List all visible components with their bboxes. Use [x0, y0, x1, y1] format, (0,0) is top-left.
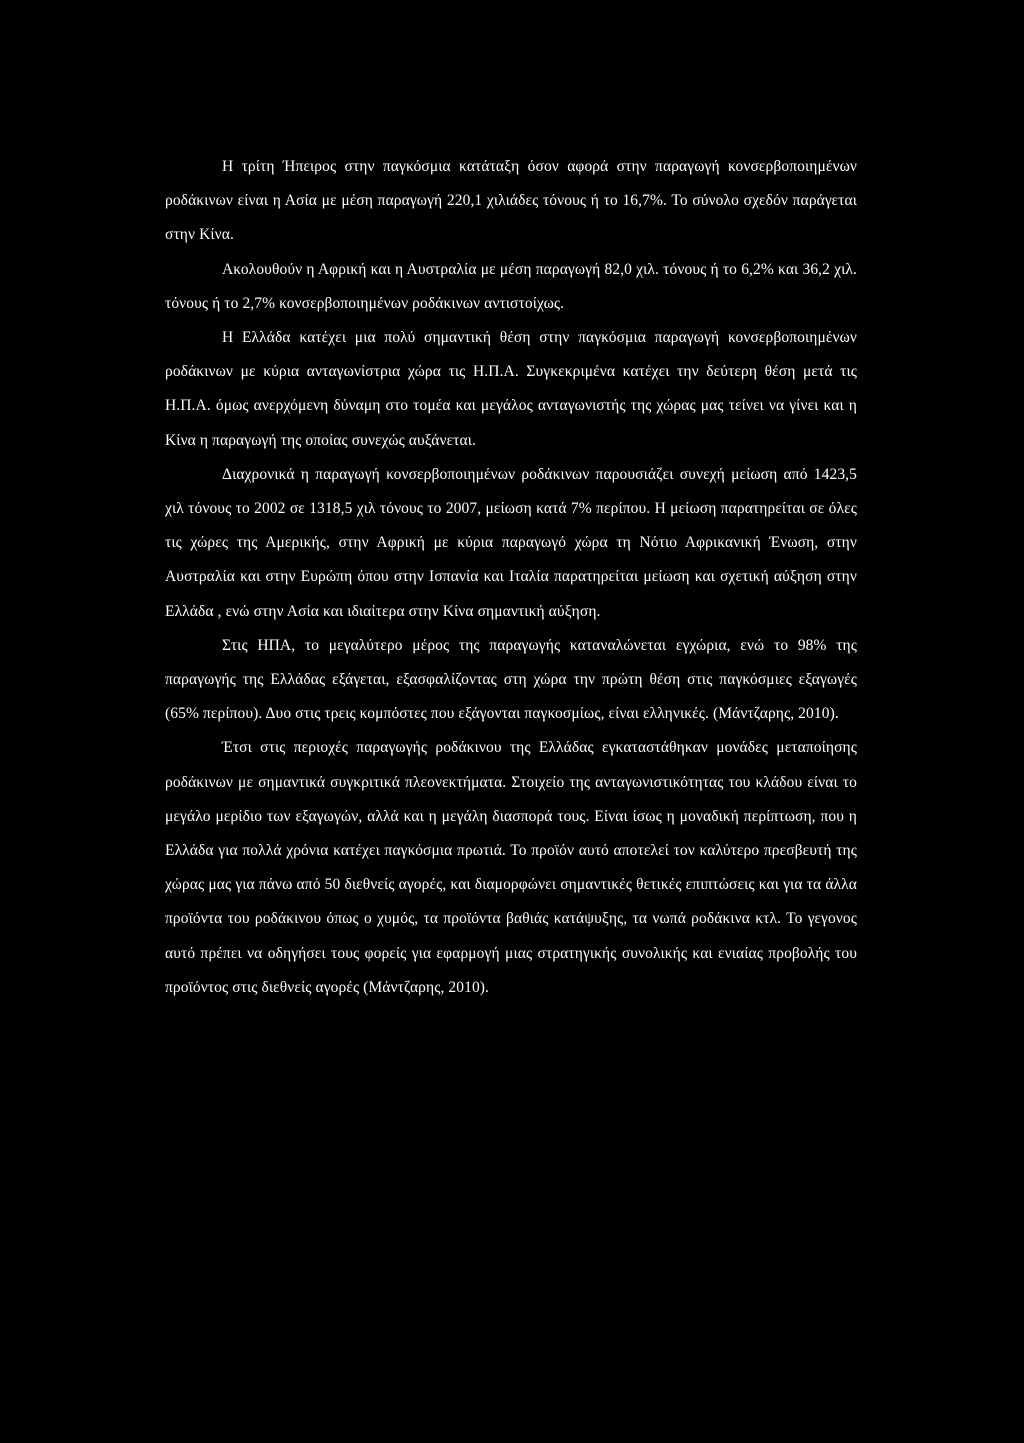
paragraph-usa-exports: Στις ΗΠΑ, το μεγαλύτερο μέρος της παραγωγής καταναλώνεται εγχώρια, ενώ το 98% της παραγωγής της Ελλάδας εξάγεται, εξασφαλίζοντας στη χώρα την πρώτη θέση στις παγκόσμιες εξαγωγές (65% περίπου). Δυο στις τρεις κομπόστες που εξάγονται παγκοσμίως, είναι ελληνικές. (Μάντζαρης, 2010).	[165, 636, 857, 723]
paragraph-africa-australia: Ακολουθούν η Αφρική και η Αυστραλία με μέση παραγωγή 82,0 χιλ. τόνους ή το 6,2% και 36,2 χιλ. τόνους ή το 2,7% κονσερβοποιημένων ροδάκινων αντιστοίχως.	[165, 260, 857, 312]
paragraph-greece-position: Η Ελλάδα κατέχει μια πολύ σημαντική θέση στην παγκόσμια παραγωγή κονσερβοποιημένων ροδάκινων με κύρια ανταγωνίστρια χώρα τις Η.Π.Α. Συγκεκριμένα κατέχει την δεύτερη θέση μετά τις Η.Π.Α. όμως ανερχόμενη δύναμη στο τομέα και μεγάλος ανταγωνιστής της χώρας μας τείνει να γίνει και η Κίνα η παραγωγή της οποίας συνεχώς αυξάνεται.	[165, 329, 857, 449]
paragraph-production-decline: Διαχρονικά η παραγωγή κονσερβοποιημένων ροδάκινων παρουσιάζει συνεχή μείωση από 1423,5 χιλ τόνους το 2002 σε 1318,5 χιλ τόνους το 2007, μείωση κατά 7% περίπου. Η μείωση παρατηρείται σε όλες τις χώρες της Αμερικής, στην Αφρική με κύρια παραγωγό χώρα τη Νότιο Αφρικανική Ένωση, στην Αυστραλία και στην Ευρώπη όπου στην Ισπανία και Ιταλία παρατηρείται μείωση και σχετική αύξηση στην Ελλάδα , ενώ στην Ασία και ιδιαίτερα στην Κίνα σημαντική αύξηση.	[165, 465, 857, 620]
paragraph-processing-units: Έτσι στις περιοχές παραγωγής ροδάκινου της Ελλάδας εγκαταστάθηκαν μονάδες μεταποίησης ροδάκινων με σημαντικά συγκριτικά πλεονεκτήματα. Στοιχείο της ανταγωνιστικότητας του κλάδου είναι το μεγάλο μερίδιο των εξαγωγών, αλλά και η μεγάλη διασπορά τους. Είναι ίσως η μοναδική περίπτωση, που η Ελλάδα για πολλά χρόνια κατέχει παγκόσμια πρωτιά. Το προϊόν αυτό αποτελεί τον καλύτερο πρεσβευτή της χώρας μας για πάνω από 50 διεθνείς αγορές, και διαμορφώνει σημαντικές θετικές επιπτώσεις και για τα άλλα προϊόντα του ροδάκινου όπως ο χυμός, τα προϊόντα βαθιάς κατάψυξης, τα νωπά ροδάκινα κτλ. Το γεγονος αυτό πρέπει να οδηγήσει τους φορείς για εφαρμογή μιας στρατηγικής συνολικής και ενιαίας προβολής του προϊόντος στις διεθνείς αγορές (Μάντζαρης, 2010).	[165, 739, 857, 996]
body-text	[165, 150, 857, 1005]
paragraph-asia-production: Η τρίτη Ήπειρος στην παγκόσμια κατάταξη όσον αφορά στην παραγωγή κονσερβοποιημένων ροδάκινων είναι η Ασία με μέση παραγωγή 220,1 χιλιάδες τόνους ή το 16,7%. Το σύνολο σχεδόν παράγεται στην Κίνα.	[165, 158, 857, 244]
